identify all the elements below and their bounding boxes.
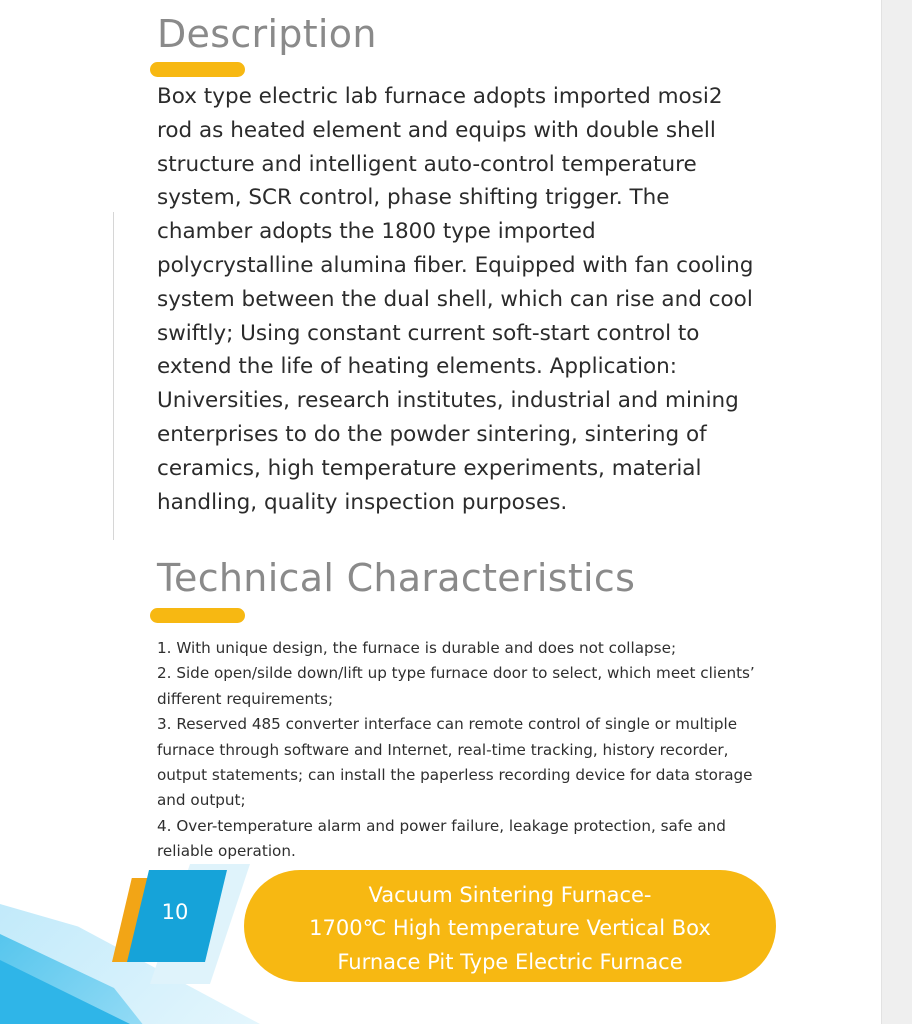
technical-item: 1. With unique design, the furnace is durable and does not collapse; (157, 639, 677, 657)
product-title-line: Furnace Pit Type Electric Furnace (337, 950, 683, 974)
technical-item: 3. Reserved 485 converter interface can remote control of single or multiple furnace through software and Internet, real-time tracking, history recorder, output statements; can install the paperless recording device for data storage and output; (157, 715, 753, 810)
product-title-banner (244, 870, 776, 982)
technical-heading-underline (150, 608, 245, 623)
technical-list (157, 636, 757, 865)
margin-rule (113, 212, 114, 540)
description-heading: Description (157, 12, 377, 56)
page-number: 10 (161, 900, 189, 924)
technical-item: 2. Side open/silde down/lift up type furnace door to select, which meet clients’ different requirements; (157, 664, 755, 708)
description-heading-underline (150, 62, 245, 77)
description-text: Box type electric lab furnace adopts imported mosi2 rod as heated element and equips with double shell structure and intelligent auto-control temperature system, SCR control, phase shifting trigger. The chamber adopts the 1800 type imported polycrystalline alumina fiber. Equipped with fan cooling system between the dual shell, which can rise and cool swiftly; Using constant current soft-start control to extend the life of heating elements. Application: Universities, research institutes, industrial and mining enterprises to do the powder sintering, sintering of ceramics, high temperature experiments, material handling, quality inspection purposes. (157, 84, 754, 515)
technical-heading: Technical Characteristics (157, 556, 636, 600)
product-title-line: 1700℃ High temperature Vertical Box (309, 916, 711, 940)
technical-item: 4. Over-temperature alarm and power failure, leakage protection, safe and reliable operation. (157, 816, 726, 861)
product-title-line: Vacuum Sintering Furnace- (368, 883, 652, 907)
page-edge-strip (881, 0, 912, 1024)
